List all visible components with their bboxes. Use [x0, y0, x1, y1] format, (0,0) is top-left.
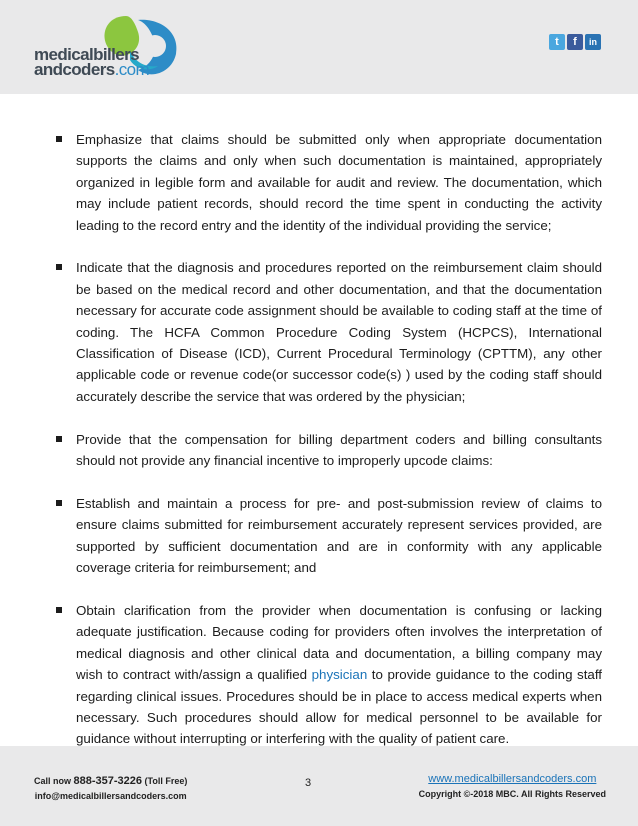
- bullet-item: [56, 129, 602, 236]
- call-line: [34, 774, 187, 789]
- bullet-item: [56, 493, 602, 579]
- bullet-text-end: to provide guidance to the coding staff regarding clinical issues. Procedures should be in place to access medical experts when necessary. Such procedures should allow for medical personnel to be available for guidance without interrupting or interfering with the quality of patient care.: [76, 667, 602, 747]
- logo-line-2: [34, 62, 149, 77]
- square-bullet-icon: [56, 436, 62, 442]
- physician-link[interactable]: physician: [311, 667, 368, 683]
- call-prefix: Call now: [34, 776, 74, 786]
- bullet-text: Indicate that the diagnosis and procedures reported on the reimbursement claim should be based on the medical record and other documentation, and that the documentation necessary for accurate code assignment should be available to coding staff at the time of coding. The HCFA Common Procedure Coding System (HCPCS), International Classification of Disease (ICD), Current Procedural Terminology (CPTTM), any other applicable code or revenue code(or successor code(s) ) used by the coding staff should accurately describe the service that was ordered by the physician;: [76, 260, 602, 404]
- contact-info: [34, 774, 187, 804]
- contact-email[interactable]: info@medicalbillersandcoders.com: [34, 791, 187, 801]
- document-body: [56, 129, 602, 771]
- social-links: [549, 34, 601, 50]
- page-number: 3: [305, 777, 312, 789]
- bullet-text-start: Obtain clarification from the provider when documentation is confusing or lacking adequate justification. Because coding for providers often involves the interpretation of medical diagnosis and other clinical data and documentation, a billing company may wish to contract with/assign a qualified: [76, 602, 602, 683]
- company-logo[interactable]: [34, 10, 194, 86]
- square-bullet-icon: [56, 264, 62, 270]
- facebook-icon[interactable]: f: [567, 34, 583, 50]
- bullet-text: Emphasize that claims should be submitted only when appropriate documentation supports the claims and only when such documentation is maintained, appropriately organized in legible form and available for audit and review. The documentation, which may include patient records, should record the time spent in conducting the activity leading to the record entry and the identity of the individual providing the service;: [76, 132, 602, 233]
- square-bullet-icon: [56, 136, 62, 142]
- page-header: [0, 0, 638, 94]
- logo-wordmark: [34, 47, 149, 77]
- logo-tld: .com: [114, 60, 150, 79]
- toll-free-label: (Toll Free): [142, 776, 188, 786]
- site-info: [419, 772, 606, 802]
- copyright-text: Copyright ©-2018 MBC. All Rights Reserved: [418, 789, 606, 799]
- square-bullet-icon: [56, 500, 62, 506]
- bullet-item: [56, 257, 602, 407]
- twitter-icon[interactable]: t: [549, 34, 565, 50]
- logo-line-1: medicalbillers: [34, 45, 139, 64]
- page-footer: [0, 746, 638, 826]
- bullet-item: [56, 600, 602, 750]
- phone-number[interactable]: 888-357-3226: [73, 775, 143, 787]
- bullet-text: Establish and maintain a process for pre- and post-submission review of claims to ensure claims submitted for reimbursement accurately represent services provided, are supported by sufficient documentation and are in conformity with any applicable coverage criteria for reimbursement; and: [76, 495, 602, 576]
- square-bullet-icon: [56, 607, 62, 613]
- website-link[interactable]: www.medicalbillersandcoders.com: [428, 773, 597, 785]
- linkedin-icon[interactable]: in: [585, 34, 601, 50]
- bullet-item: [56, 429, 602, 472]
- bullet-text: Provide that the compensation for billing department coders and billing consultants should not provide any financial incentive to improperly upcode claims:: [76, 431, 602, 469]
- logo-andcoders: andcoders: [34, 60, 115, 79]
